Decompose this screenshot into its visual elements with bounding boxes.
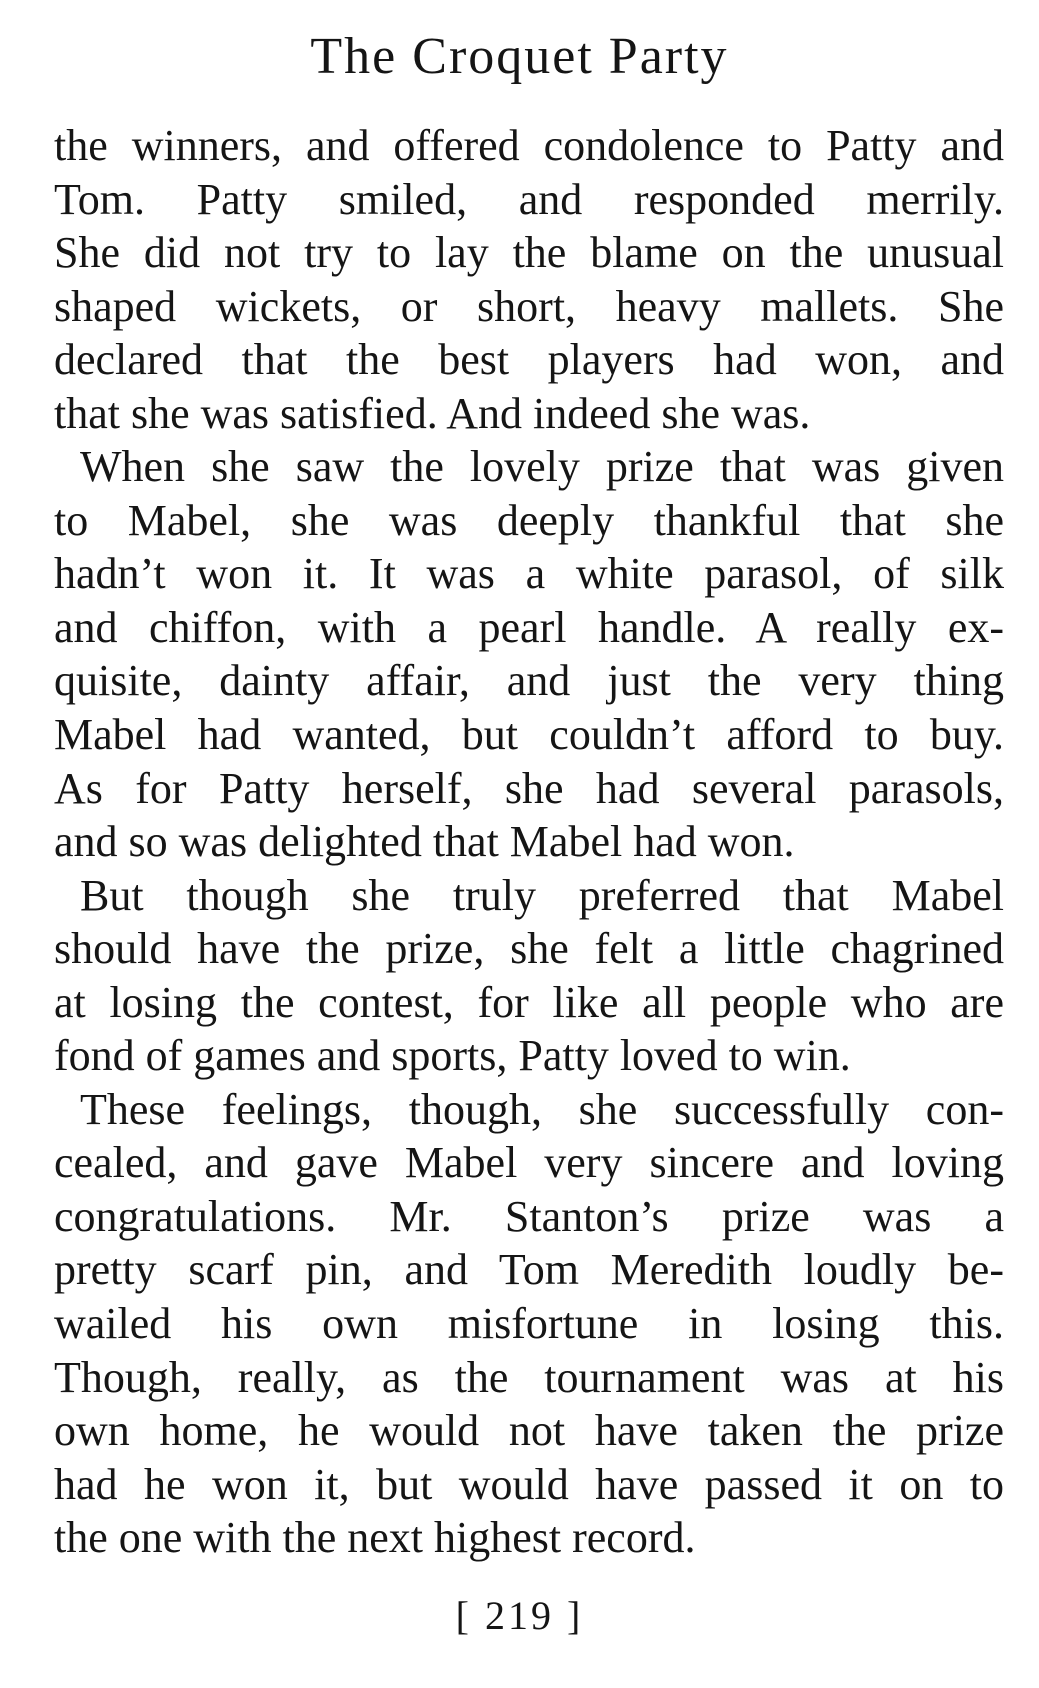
text-line: cealed, and gave Mabel very sincere and loving (54, 1138, 1004, 1188)
text-line: She did not try to lay the blame on the unusual (54, 228, 1004, 278)
text-line: the one with the next highest record. (54, 1513, 696, 1563)
text-line: hadn’t won it. It was a white parasol, of silk (54, 549, 1004, 599)
text-line: at losing the contest, for like all people who are (54, 977, 1004, 1027)
text-line: should have the prize, she felt a little chagrined (54, 924, 1004, 974)
text-line: declared that the best players had won, and (54, 335, 1004, 385)
text-line: But though she truly preferred that Mabel (80, 870, 1004, 920)
text-line: congratulations. Mr. Stanton’s prize was a (54, 1191, 1004, 1241)
text-line: the winners, and offered condolence to Patty and (54, 121, 1004, 170)
text-line: These feelings, though, she successfully con- (80, 1084, 1004, 1134)
text-line: fond of games and sports, Patty loved to win. (54, 1031, 851, 1081)
text-line: When she saw the lovely prize that was given (80, 442, 1004, 492)
page-number: [ 219 ] (455, 1593, 584, 1638)
text-line: to Mabel, she was deeply thankful that she (54, 495, 1004, 545)
running-head: The Croquet Party (310, 28, 729, 85)
text-line: wailed his own misfortune in losing this. (54, 1299, 1004, 1349)
text-line: quisite, dainty affair, and just the very thing (54, 656, 1004, 706)
text-line: and chiffon, with a pearl handle. A really ex- (54, 602, 1004, 652)
text-line: own home, he would not have taken the prize (54, 1406, 1004, 1456)
text-line: Tom. Patty smiled, and responded merrily. (54, 174, 1004, 224)
text-line: pretty scarf pin, and Tom Meredith loudly be- (54, 1245, 1004, 1295)
body-text (54, 119, 1004, 1565)
text-line: Mabel had wanted, but couldn’t afford to buy. (54, 710, 1004, 760)
text-line: Though, really, as the tournament was at his (54, 1352, 1004, 1402)
text-line: that she was satisfied. And indeed she was. (54, 388, 811, 438)
text-line: shaped wickets, or short, heavy mallets. She (54, 281, 1004, 331)
text-line: had he won it, but would have passed it on to (54, 1459, 1004, 1509)
text-line: and so was delighted that Mabel had won. (54, 817, 795, 867)
text-line: As for Patty herself, she had several parasols, (54, 763, 1004, 813)
